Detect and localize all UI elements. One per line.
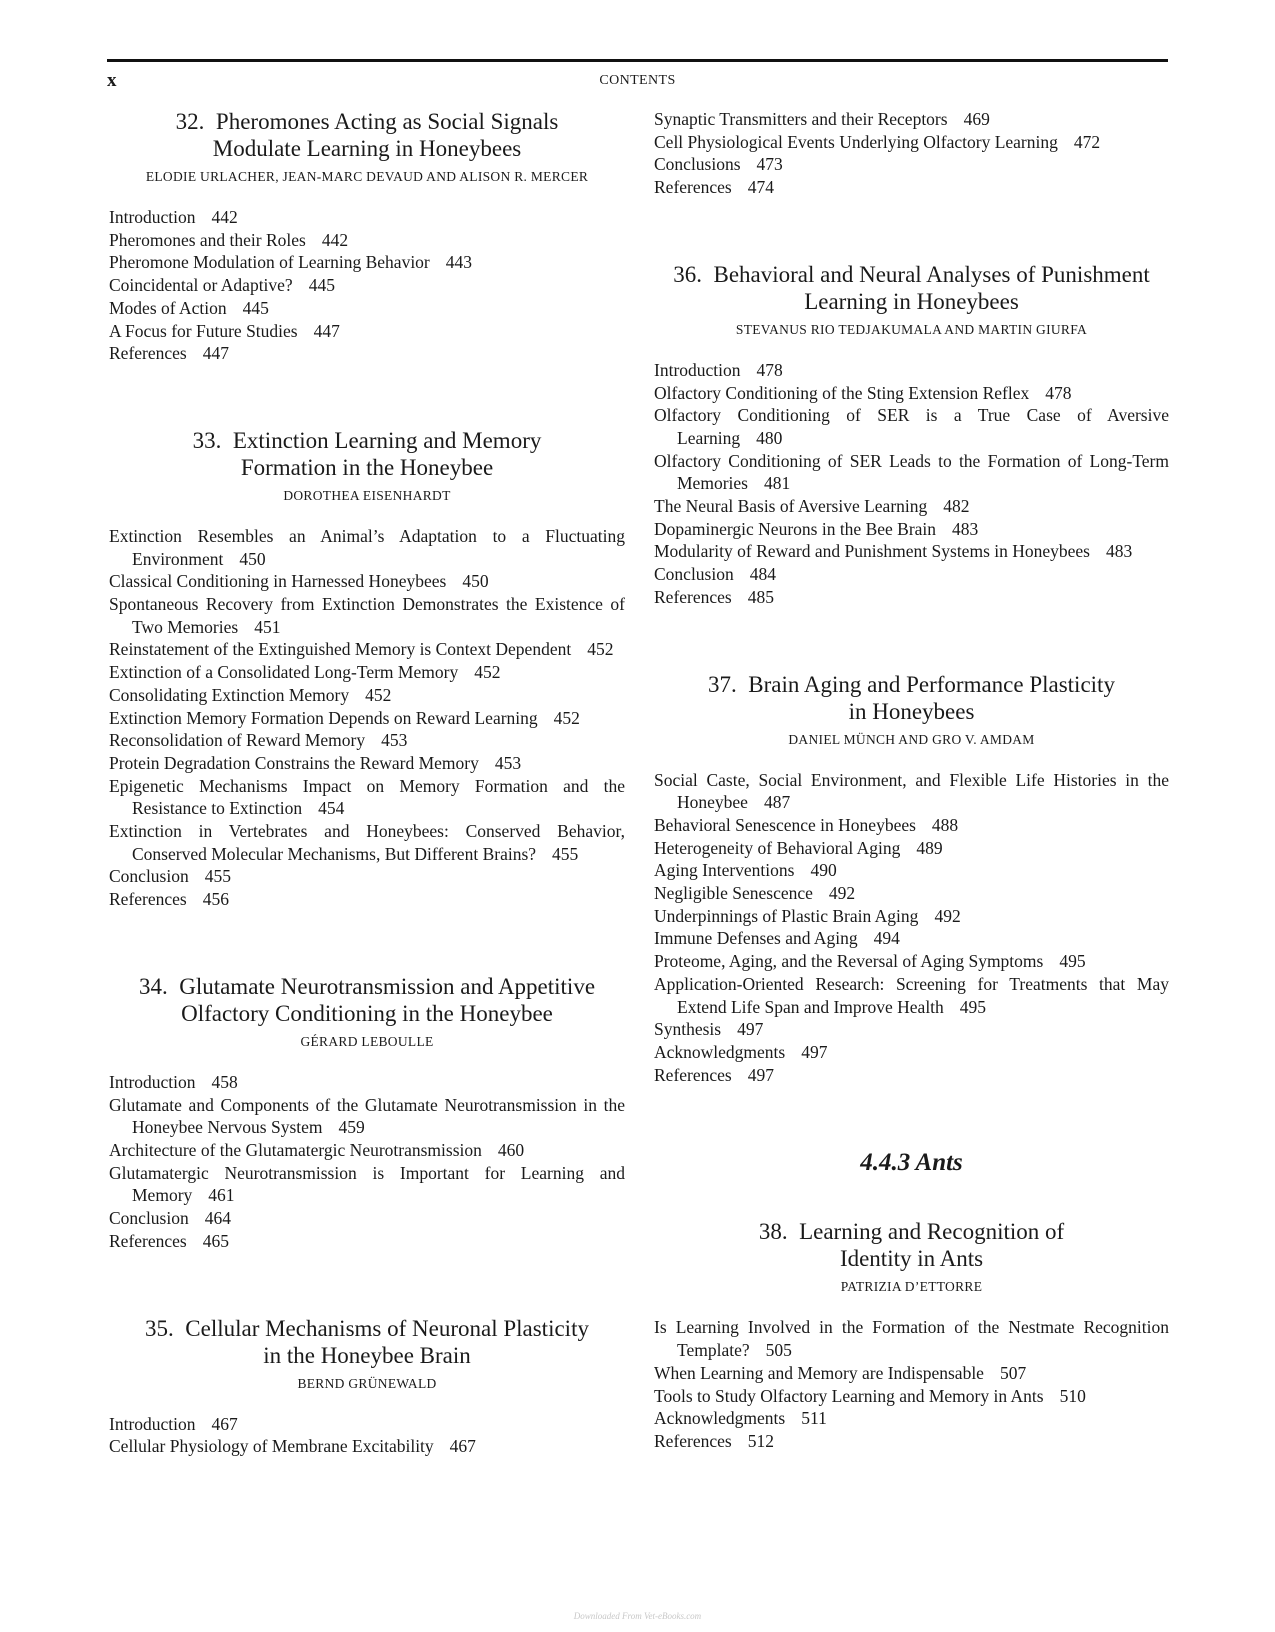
chapter-block (109, 1315, 625, 1458)
chapter-title-text: Pheromones Acting as Social Signals (215, 109, 559, 134)
toc-entry-page: 481 (763, 473, 791, 494)
toc-entry-page: 445 (308, 275, 335, 296)
continued-entries (654, 108, 1169, 199)
toc-entry[interactable] (109, 707, 625, 730)
running-head: CONTENTS (599, 73, 676, 88)
toc-entry[interactable] (109, 1071, 625, 1094)
toc-entry-title: Modularity of Reward and Punishment Systems in Honeybees (654, 541, 1090, 562)
chapter-title-line (109, 1000, 625, 1027)
spacer (654, 1086, 1169, 1148)
toc-entry-title: References (109, 1230, 187, 1251)
toc-entry-page: 507 (999, 1362, 1027, 1383)
right-column (654, 108, 1169, 1453)
toc-entry[interactable] (654, 769, 1169, 814)
toc-entry[interactable] (654, 495, 1169, 518)
toc-entry-page: 451 (254, 616, 281, 637)
chapter-title[interactable] (109, 1315, 625, 1369)
chapter-title-line (654, 1218, 1169, 1245)
chapter-title-line (109, 427, 625, 454)
toc-entry-page: 494 (873, 928, 900, 949)
toc-entry-title: Olfactory Conditioning of the Sting Extension Reflex (654, 382, 1030, 403)
chapter-number: 32. (175, 109, 205, 134)
toc-entry-page: 465 (202, 1230, 229, 1251)
toc-entry[interactable] (109, 1413, 625, 1436)
toc-entry-page: 452 (553, 707, 580, 728)
chapter-title-line (109, 108, 625, 135)
toc-entry[interactable] (654, 108, 1169, 131)
toc-entry-list (109, 525, 625, 911)
chapter-title[interactable] (654, 671, 1169, 725)
toc-entry-title: Glutamate and Components of the Glutamate Neurotransmission in the Honeybee Nervous System (109, 1094, 625, 1138)
toc-entry-title: Introduction (654, 359, 741, 380)
toc-entry-page: 469 (963, 109, 990, 129)
toc-entry-title: When Learning and Memory are Indispensable (654, 1362, 984, 1383)
toc-entry-page: 497 (737, 1019, 764, 1040)
toc-entry-page: 511 (801, 1408, 827, 1429)
toc-entry-title: A Focus for Future Studies (109, 320, 298, 341)
toc-entry-title: Extinction Memory Formation Depends on Reward Learning (109, 707, 538, 728)
toc-entry[interactable] (109, 661, 625, 684)
toc-entry-list (654, 359, 1169, 609)
toc-entry-title: Synaptic Transmitters and their Receptors (654, 109, 948, 129)
toc-entry[interactable] (654, 540, 1169, 563)
toc-entry-list (654, 108, 1169, 199)
toc-entry[interactable] (109, 1435, 625, 1458)
toc-entry[interactable] (654, 450, 1169, 495)
spacer (654, 1178, 1169, 1218)
toc-entry[interactable] (109, 229, 625, 252)
toc-entry[interactable] (109, 251, 625, 274)
toc-entry[interactable] (654, 563, 1169, 586)
toc-entry-page: 467 (211, 1413, 238, 1434)
toc-entry-title: Epigenetic Mechanisms Impact on Memory Formation and the Resistance to Extinction (109, 775, 625, 819)
toc-entry-title: Introduction (109, 207, 196, 227)
toc-entry-title: Pheromone Modulation of Learning Behavior (109, 252, 430, 273)
page-number: x (107, 70, 117, 91)
toc-entry[interactable] (109, 638, 625, 661)
toc-entry[interactable] (109, 752, 625, 775)
chapter-authors: DOROTHEA EISENHARDT (283, 487, 451, 503)
toc-entry-page: 485 (747, 586, 774, 607)
toc-entry-page: 447 (202, 343, 229, 364)
toc-entry-page: 455 (552, 843, 579, 864)
chapter-title-line (109, 1342, 625, 1369)
toc-entry-page: 497 (747, 1064, 774, 1085)
toc-entry-list (654, 1316, 1169, 1452)
toc-entry[interactable] (109, 1207, 625, 1230)
toc-entry-title: Is Learning Involved in the Formation of the Nestmate Recognition Template? (654, 1317, 1169, 1361)
toc-entry-page: 458 (211, 1071, 238, 1092)
toc-entry-title: Olfactory Conditioning of SER is a True Case of Aversive Learning (654, 405, 1169, 448)
toc-entry-title: Tools to Study Olfactory Learning and Memory in Ants (654, 1385, 1044, 1406)
footer-watermark: Downloaded From Vet-eBooks.com (573, 1611, 702, 1621)
toc-entry-title: Architecture of the Glutamatergic Neurotransmission (109, 1139, 482, 1160)
chapter-authors: STEVANUS RIO TEDJAKUMALA AND MARTIN GIURFA (735, 321, 1088, 337)
chapter-title-text: in the Honeybee Brain (263, 1342, 471, 1368)
toc-entry-page: 461 (208, 1185, 235, 1206)
toc-entry-title: Heterogeneity of Behavioral Aging (654, 837, 901, 858)
toc-entry[interactable] (654, 153, 1169, 176)
toc-entry-page: 453 (381, 730, 408, 751)
toc-entry-title: Aging Interventions (654, 860, 795, 881)
chapter-title-line (654, 671, 1169, 698)
toc-entry-page: 495 (1059, 951, 1086, 972)
chapter-block (654, 1218, 1169, 1452)
toc-entry-title: Application-Oriented Research: Screening for Treatments that May Extend Life Span and Improve Health (654, 973, 1169, 1017)
toc-entry-page: 442 (321, 229, 349, 250)
toc-entry-title: Modes of Action (109, 297, 227, 318)
chapter-number: 35. (145, 1315, 174, 1341)
toc-entry[interactable] (109, 775, 625, 820)
toc-entry[interactable] (109, 1230, 625, 1253)
toc-entry[interactable] (654, 586, 1169, 609)
toc-entry[interactable] (109, 1162, 625, 1207)
toc-entry[interactable] (654, 1041, 1169, 1064)
toc-entry[interactable] (654, 382, 1169, 405)
chapter-title-text: Identity in Ants (839, 1246, 984, 1272)
toc-entry[interactable] (654, 176, 1169, 199)
toc-entry-title: Underpinnings of Plastic Brain Aging (654, 905, 919, 926)
toc-entry[interactable] (109, 570, 625, 593)
toc-entry-page: 473 (756, 154, 783, 175)
chapter-title-text: Formation in the Honeybee (240, 454, 494, 480)
spacer (654, 609, 1169, 671)
header-rule (107, 59, 1168, 62)
left-column (109, 108, 625, 1458)
toc-entry-page: 478 (756, 359, 783, 380)
chapter-title[interactable] (109, 973, 625, 1027)
toc-entry-title: Conclusions (654, 154, 741, 175)
toc-entry[interactable] (109, 593, 625, 638)
toc-entry[interactable] (109, 274, 625, 297)
toc-entry[interactable] (654, 882, 1169, 905)
chapter-title-text: Modulate Learning in Honeybees (212, 136, 522, 161)
toc-entry[interactable] (654, 950, 1169, 973)
toc-entry-title: Conclusion (109, 1208, 189, 1229)
toc-entry-page: 456 (202, 889, 229, 910)
chapter-number: 33. (192, 427, 222, 453)
section-heading: 4.4.3 Ants (860, 1149, 963, 1177)
toc-entry[interactable] (654, 859, 1169, 882)
chapter-title-text: Behavioral and Neural Analyses of Punishment (713, 261, 1150, 287)
toc-entry-title: Social Caste, Social Environment, and Flexible Life Histories in the Honeybee (654, 769, 1169, 813)
toc-entry[interactable] (654, 837, 1169, 860)
toc-entry-page: 482 (943, 496, 970, 517)
toc-entry-page: 445 (242, 297, 269, 318)
toc-entry-page: 450 (462, 571, 489, 592)
chapter-title-line (109, 454, 625, 481)
chapter-title[interactable] (654, 261, 1169, 315)
toc-entry[interactable] (109, 684, 625, 707)
toc-entry-page: 474 (747, 177, 774, 198)
chapter-block (109, 973, 625, 1253)
toc-entry-page: 488 (931, 814, 959, 835)
toc-entry-title: Reconsolidation of Reward Memory (109, 730, 366, 751)
toc-entry[interactable] (654, 131, 1169, 154)
toc-entry[interactable] (654, 1385, 1169, 1408)
chapter-block (654, 261, 1169, 609)
chapter-block (109, 427, 625, 911)
toc-entry-title: Classical Conditioning in Harnessed Honeybees (109, 571, 447, 592)
toc-entry-title: References (109, 889, 187, 910)
toc-entry[interactable] (109, 1139, 625, 1162)
toc-entry[interactable] (109, 525, 625, 570)
toc-entry-page: 467 (449, 1436, 476, 1457)
toc-entry[interactable] (654, 927, 1169, 950)
toc-entry[interactable] (654, 1407, 1169, 1430)
toc-entry-title: Olfactory Conditioning of SER Leads to the Formation of Long-Term Memories (654, 450, 1169, 494)
spacer (654, 199, 1169, 261)
toc-entry[interactable] (654, 1316, 1169, 1361)
toc-entry-title: Reinstatement of the Extinguished Memory is Context Dependent (109, 639, 572, 660)
toc-entry-page: 505 (765, 1340, 792, 1361)
toc-entry-title: Acknowledgments (654, 1041, 786, 1062)
toc-entry[interactable] (654, 905, 1169, 928)
toc-entry-title: Extinction in Vertebrates and Honeybees: Conserved Behavior, Conserved Molecular Mechanisms, But Different Brains? (109, 821, 625, 864)
toc-entry-page: 510 (1059, 1385, 1086, 1406)
toc-entry-title: Extinction of a Consolidated Long-Term Memory (109, 662, 459, 683)
toc-entry-title: Proteome, Aging, and the Reversal of Aging Symptoms (654, 951, 1044, 972)
toc-entry-title: Protein Degradation Constrains the Reward Memory (109, 752, 479, 773)
toc-entry-page: 478 (1045, 382, 1072, 403)
toc-entry[interactable] (654, 518, 1169, 541)
chapter-title[interactable] (654, 1218, 1169, 1272)
chapter-title-line (654, 698, 1169, 725)
toc-entry[interactable] (109, 297, 625, 320)
toc-entry[interactable] (109, 865, 625, 888)
chapter-title-line (109, 135, 625, 162)
toc-entry-page: 455 (204, 866, 231, 887)
chapter-number: 37. (708, 671, 737, 697)
toc-entry-page: 452 (365, 684, 392, 705)
chapter-number: 36. (673, 261, 702, 287)
chapter-block (654, 671, 1169, 1087)
toc-entry-page: 495 (959, 996, 987, 1017)
toc-entry-title: Negligible Senescence (654, 883, 813, 904)
toc-entry-title: Conclusion (109, 866, 189, 887)
toc-entry-page: 483 (1106, 541, 1133, 562)
toc-entry-page: 489 (916, 837, 943, 858)
chapter-authors: GÉRARD LEBOULLE (300, 1033, 434, 1049)
toc-entry-title: Cell Physiological Events Underlying Olfactory Learning (654, 131, 1058, 152)
chapter-title-text: Cellular Mechanisms of Neuronal Plasticity (185, 1315, 589, 1341)
chapter-title-line (654, 1245, 1169, 1272)
toc-entry-list (654, 769, 1169, 1087)
chapter-title-text: Glutamate Neurotransmission and Appetitive (179, 973, 596, 999)
chapter-title-line (109, 973, 625, 1000)
chapter-title-line (109, 1315, 625, 1342)
toc-entry-page: 497 (801, 1041, 828, 1062)
toc-entry[interactable] (654, 359, 1169, 382)
toc-entry[interactable] (654, 973, 1169, 1018)
spacer (109, 365, 625, 427)
toc-entry-title: Glutamatergic Neurotransmission is Important for Learning and Memory (109, 1162, 625, 1206)
chapter-number: 38. (758, 1219, 788, 1245)
chapter-authors: BERND GRÜNEWALD (297, 1375, 437, 1391)
chapter-title-text: in Honeybees (848, 698, 975, 724)
toc-entry-page: 443 (445, 252, 473, 273)
toc-entry[interactable] (654, 1018, 1169, 1041)
toc-entry[interactable] (109, 206, 625, 229)
toc-entry-page: 460 (497, 1139, 525, 1160)
toc-entry-page: 480 (756, 427, 783, 448)
chapter-title-text: Learning and Recognition of (799, 1219, 1065, 1245)
chapter-title[interactable] (109, 427, 625, 481)
toc-entry[interactable] (109, 342, 625, 365)
toc-entry[interactable] (109, 729, 625, 752)
toc-entry-page: 487 (763, 792, 791, 813)
toc-entry-list (109, 1071, 625, 1253)
toc-entry-title: Introduction (109, 1413, 196, 1434)
toc-entry[interactable] (109, 1094, 625, 1139)
chapter-number: 34. (138, 973, 168, 999)
toc-entry-page: 452 (587, 639, 614, 660)
toc-entry-title: Coincidental or Adaptive? (109, 275, 293, 296)
toc-entry-page: 484 (749, 564, 776, 585)
toc-entry-title: Consolidating Extinction Memory (109, 684, 350, 705)
toc-entry-page: 454 (318, 798, 345, 819)
spacer (109, 1253, 625, 1315)
toc-entry-page: 447 (313, 320, 340, 341)
toc-entry[interactable] (654, 404, 1169, 449)
toc-entry-title: Cellular Physiology of Membrane Excitability (109, 1436, 434, 1457)
toc-entry-page: 492 (934, 905, 961, 926)
chapter-title-text: Learning in Honeybees (804, 288, 1019, 314)
spacer (109, 911, 625, 973)
toc-entry-page: 453 (494, 752, 522, 773)
toc-entry-page: 464 (204, 1208, 231, 1229)
toc-entry-title: The Neural Basis of Aversive Learning (654, 496, 928, 517)
toc-entry-title: References (654, 586, 732, 607)
toc-entry[interactable] (654, 814, 1169, 837)
chapter-title-text: Extinction Learning and Memory (232, 427, 542, 453)
toc-entry-title: Acknowledgments (654, 1408, 786, 1429)
chapter-authors: DANIEL MÜNCH AND GRO V. AMDAM (788, 731, 1035, 747)
chapter-title-text: Brain Aging and Performance Plasticity (748, 671, 1115, 697)
toc-entry-title: Pheromones and their Roles (109, 229, 306, 250)
toc-entry-title: Behavioral Senescence in Honeybees (654, 814, 916, 835)
toc-entry-title: Introduction (109, 1071, 196, 1092)
toc-entry-title: References (654, 1064, 732, 1085)
toc-entry-title: Immune Defenses and Aging (654, 928, 858, 949)
toc-entry[interactable] (109, 820, 625, 865)
toc-entry-title: Conclusion (654, 564, 734, 585)
chapter-authors: ELODIE URLACHER, JEAN-MARC DEVAUD AND ALISON R. MERCER (145, 169, 589, 184)
chapter-title-line (654, 261, 1169, 288)
chapter-block (109, 108, 625, 365)
toc-entry[interactable] (109, 888, 625, 911)
toc-entry-page: 472 (1073, 131, 1101, 152)
toc-entry[interactable] (654, 1430, 1169, 1453)
toc-entry-page: 459 (338, 1117, 365, 1138)
toc-entry-page: 492 (828, 883, 856, 904)
chapter-title-text: Olfactory Conditioning in the Honeybee (181, 1000, 553, 1026)
toc-entry-page: 442 (211, 207, 238, 227)
chapter-title-line (654, 288, 1169, 315)
toc-entry-page: 452 (474, 662, 501, 683)
toc-entry-list (109, 206, 625, 365)
toc-entry-page: 512 (747, 1430, 774, 1451)
chapter-title[interactable] (109, 108, 625, 162)
toc-entry-title: Synthesis (654, 1019, 722, 1040)
chapter-authors: PATRIZIA D’ETTORRE (840, 1279, 983, 1295)
toc-entry-title: Extinction Resembles an Animal’s Adaptation to a Fluctuating Environment (109, 525, 625, 569)
toc-entry-title: References (109, 343, 187, 364)
toc-entry[interactable] (109, 320, 625, 343)
toc-entry-page: 483 (952, 518, 979, 539)
toc-entry-page: 450 (239, 548, 266, 569)
toc-entry-title: References (654, 1430, 732, 1451)
toc-entry-title: Spontaneous Recovery from Extinction Demonstrates the Existence of Two Memories (109, 594, 625, 637)
toc-entry[interactable] (654, 1064, 1169, 1087)
toc-entry[interactable] (654, 1362, 1169, 1385)
toc-entry-page: 490 (810, 860, 837, 881)
toc-entry-list (109, 1413, 625, 1458)
toc-entry-title: References (654, 177, 732, 198)
toc-entry-title: Dopaminergic Neurons in the Bee Brain (654, 518, 937, 539)
